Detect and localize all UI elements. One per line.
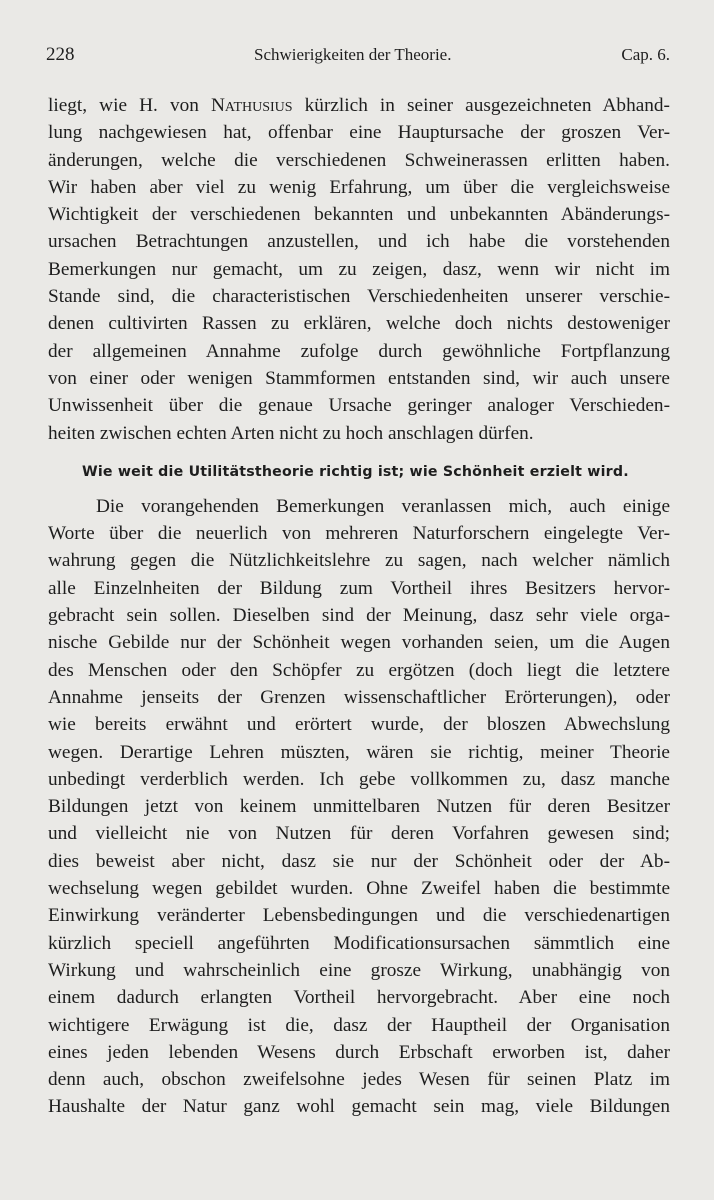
text-line: Unwissenheit über die genaue Ursache geringer analoger Verschieden- (48, 395, 670, 417)
paragraph (48, 493, 670, 1121)
text-line: Bemerkungen nur gemacht, um zu zeigen, dasz, wenn wir nicht im (48, 258, 670, 280)
text-line: wegen. Derartige Lehren müszten, wären sie richtig, meiner Theorie (48, 741, 670, 763)
text-line: wie bereits erwähnt und erörtert wurde, der bloszen Abwechslung (48, 714, 670, 736)
text-line: und vielleicht nie von Nutzen für deren Vorfahren gewesen sind; (48, 823, 670, 845)
text-line: eines jeden lebenden Wesens durch Erbschaft erworben ist, daher (48, 1041, 670, 1063)
page-body (48, 92, 670, 1121)
text-line: Wichtigkeit der verschiedenen bekannten und unbekannten Abänderungs- (48, 204, 670, 226)
text-line: Wirkung und wahrscheinlich eine grosze Wirkung, unabhängig von (48, 959, 670, 981)
text-line: denn auch, obschon zweifelsohne jedes Wesen für seinen Platz im (48, 1069, 670, 1091)
text-line: nische Gebilde nur der Schönheit wegen vorhanden seien, um die Augen (48, 632, 670, 654)
text-line: änderungen, welche die verschiedenen Schweinerassen erlitten haben. (48, 149, 670, 171)
chapter-label: Cap. 6. (621, 45, 670, 64)
text-line: Stande sind, die characteristischen Verschiedenheiten unserer verschie- (48, 286, 670, 308)
text-line: Annahme jenseits der Grenzen wissenschaftlicher Erörterungen), oder (48, 686, 670, 708)
text-line: lung nachgewiesen hat, offenbar eine Hauptursache der groszen Ver- (48, 122, 670, 144)
running-header (46, 44, 670, 74)
text-line: unbedingt verderblich werden. Ich gebe vollkommen zu, dasz manche (48, 768, 670, 790)
text-line: von einer oder wenigen Stammformen entstanden sind, wir auch unsere (48, 367, 670, 389)
text-line: liegt, wie H. von Nathusius kürzlich in seiner ausgezeichneten Abhand- (48, 95, 670, 116)
text-line: gebracht sein sollen. Dieselben sind der Meinung, dasz sehr viele orga- (48, 605, 670, 627)
text-line: der allgemeinen Annahme zufolge durch gewöhnliche Fortpflanzung (48, 340, 670, 362)
text-line: heiten zwischen echten Arten nicht zu hoch anschlagen dürfen. (48, 422, 534, 444)
text-line: denen cultivirten Rassen zu erklären, welche doch nichts destoweniger (48, 313, 670, 335)
text-line: Worte über die neuerlich von mehreren Naturforschern eingelegte Ver- (48, 523, 670, 545)
running-title: Schwierigkeiten der Theorie. (254, 45, 452, 64)
text-line: wichtigere Erwägung ist die, dasz der Hauptheil der Organisation (48, 1014, 670, 1036)
text-line: Einwirkung veränderter Lebensbedingungen und die verschiedenartigen (48, 905, 670, 927)
text-line: wechselung wegen gebildet wurden. Ohne Zweifel haben die bestimmte (48, 878, 670, 900)
text-line: Die vorangehenden Bemerkungen veranlassen mich, auch einige (96, 495, 670, 517)
text-line: Bildungen jetzt von keinem unmittelbaren Nutzen für deren Besitzer (48, 796, 670, 818)
text-line: ursachen Betrachtungen anzustellen, und ich habe die vorstehenden (48, 231, 670, 253)
text-line: Wir haben aber viel zu wenig Erfahrung, um über die vergleichsweise (48, 176, 670, 198)
paragraph-continued (48, 92, 670, 447)
text-line: einem dadurch erlangten Vortheil hervorgebracht. Aber eine noch (48, 987, 670, 1009)
text-line: dies beweist aber nicht, dasz sie nur der Schönheit oder der Ab- (48, 850, 670, 872)
page-number: 228 (46, 44, 75, 65)
section-heading: Wie weit die Utilitätstheorie richtig ist; wie Schönheit erzielt wird. (82, 463, 629, 480)
text-line: Haushalte der Natur ganz wohl gemacht sein mag, viele Bildungen (48, 1096, 670, 1118)
text-line: alle Einzelnheiten der Bildung zum Vortheil ihres Besitzers hervor- (48, 577, 670, 599)
text-line: wahrung gegen die Nützlichkeitslehre zu sagen, nach welcher nämlich (48, 550, 670, 572)
text-line: des Menschen oder den Schöpfer zu ergötzen (doch liegt die letztere (48, 659, 670, 681)
author-name: Nathusius (210, 95, 293, 116)
text-line: kürzlich speciell angeführten Modificationsursachen sämmtlich eine (48, 932, 670, 954)
